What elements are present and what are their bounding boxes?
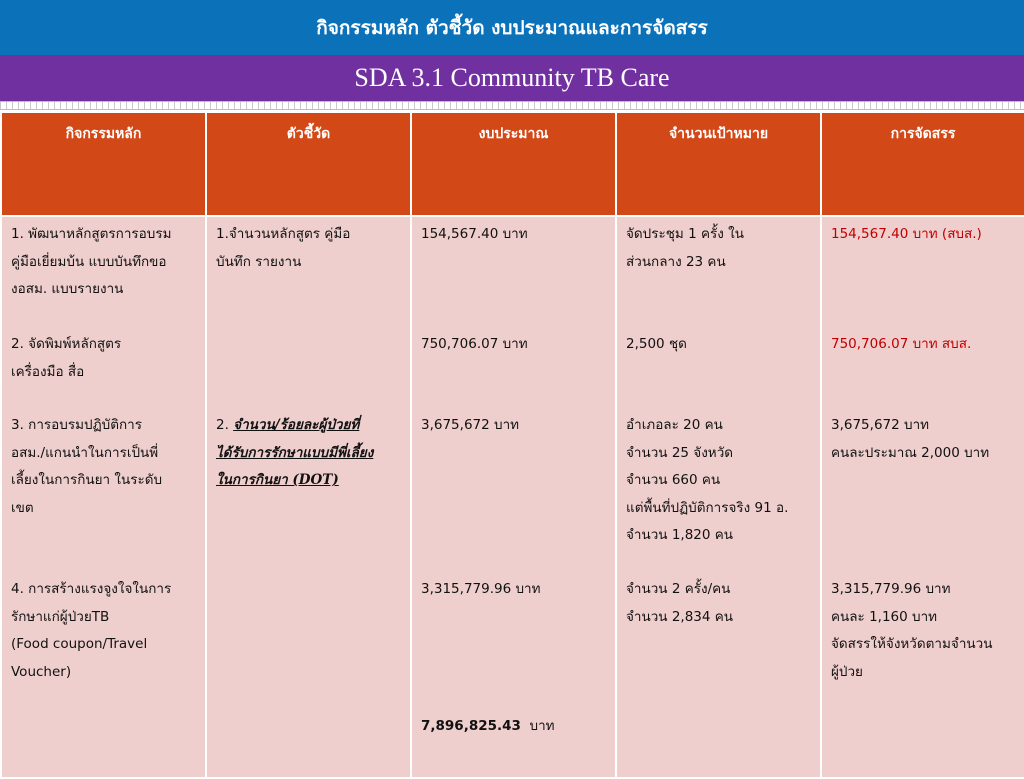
indicators-cell	[206, 216, 411, 778]
sub-title-bar	[0, 55, 1024, 101]
activity-2	[11, 331, 199, 386]
budget-total	[421, 713, 609, 741]
sub-title: SDA 3.1 Community TB Care	[354, 63, 670, 92]
allocation-4-line: ผู้ป่วย	[831, 663, 863, 680]
activity-1	[11, 221, 199, 304]
indicator-2-line: ในการกินยา (DOT)	[216, 472, 339, 488]
main-title-bar	[0, 0, 1024, 55]
activities-cell	[1, 216, 206, 778]
target-2-line: 2,500 ชุด	[626, 336, 687, 352]
column-header: งบประมาณ	[411, 112, 616, 216]
activity-3-line: อสม./แกนนำในการเป็นพี่	[11, 444, 159, 461]
budget-1: 154,567.40 บาท	[421, 226, 528, 242]
target-4-line: จำนวน 2,834 คน	[626, 608, 734, 625]
column-header: กิจกรรมหลัก	[1, 112, 206, 216]
activity-3-line: 3. การอบรมปฏิบัติการ	[11, 417, 142, 433]
budget-cell	[411, 216, 616, 778]
activity-2-line: 2. จัดพิมพ์หลักสูตร	[11, 336, 122, 352]
main-title: กิจกรรมหลัก ตัวชี้วัด งบประมาณและการจัดสรร	[316, 16, 708, 39]
activity-4-line: Voucher)	[11, 663, 72, 680]
activity-1-line: 1. พัฒนาหลักสูตรการอบรม	[11, 226, 172, 242]
budget-3: 3,675,672 บาท	[421, 417, 520, 433]
activity-3-line: เลี้ยงในการกินยา ในระดับ	[11, 472, 163, 488]
column-header: ตัวชี้วัด	[206, 112, 411, 216]
activity-1-line: งอสม. แบบรายงาน	[11, 281, 124, 297]
allocation-cell	[821, 216, 1024, 778]
target-4-line: จำนวน 2 ครั้ง/คน	[626, 581, 731, 597]
target-3-line: แต่พื้นที่ปฏิบัติการจริง 91 อ.	[626, 499, 789, 516]
table-header-row	[1, 112, 1024, 216]
activity-table	[0, 111, 1024, 779]
column-header: จำนวนเป้าหมาย	[616, 112, 821, 216]
allocation-3	[831, 412, 1018, 467]
activity-4-line: รักษาแก่ผู้ป่วยTB	[11, 608, 110, 625]
target-3	[626, 412, 814, 550]
budget-total-amount: 7,896,825.43	[421, 718, 521, 734]
allocation-3-line: คนละประมาณ 2,000 บาท	[831, 444, 990, 461]
target-3-line: จำนวน 25 จังหวัด	[626, 444, 734, 461]
allocation-4-line: 3,315,779.96 บาท	[831, 581, 951, 597]
allocation-3-line: 3,675,672 บาท	[831, 417, 930, 433]
activity-3	[11, 412, 199, 522]
allocation-1	[831, 221, 1018, 249]
indicator-2-number: 2.	[216, 417, 234, 433]
activity-4-line: 4. การสร้างแรงจูงใจในการ	[11, 581, 172, 597]
target-3-line: จำนวน 1,820 คน	[626, 527, 734, 543]
target-1-line: ส่วนกลาง 23 คน	[626, 253, 726, 270]
target-3-line: จำนวน 660 คน	[626, 472, 721, 488]
ruler-divider	[0, 101, 1024, 110]
indicator-1	[216, 221, 404, 276]
allocation-2-line: 750,706.07 บาท สบส.	[831, 336, 972, 352]
indicator-2-line: ได้รับการรักษาแบบมีพี่เลี้ยง	[216, 444, 374, 461]
target-1	[626, 221, 814, 276]
allocation-4-line: จัดสรรให้จังหวัดตามจำนวน	[831, 636, 993, 652]
column-header: การจัดสรร	[821, 112, 1024, 216]
activity-1-line: คู่มือเยี่ยมบ้น แบบบันทึกขอ	[11, 253, 167, 270]
budget-4: 3,315,779.96 บาท	[421, 581, 541, 597]
target-4	[626, 576, 814, 631]
indicator-2-line	[216, 412, 404, 440]
targets-cell	[616, 216, 821, 778]
allocation-4-line: คนละ 1,160 บาท	[831, 608, 938, 625]
target-3-line: อำเภอละ 20 คน	[626, 417, 723, 433]
allocation-4	[831, 576, 1018, 686]
target-1-line: จัดประชุม 1 ครั้ง ใน	[626, 226, 744, 242]
budget-2: 750,706.07 บาท	[421, 336, 528, 352]
activity-2-line: เครื่องมือ สื่อ	[11, 363, 85, 380]
indicator-1-line: บันทึก รายงาน	[216, 253, 302, 270]
target-2	[626, 331, 814, 359]
activity-4-line: (Food coupon/Travel	[11, 636, 148, 652]
indicator-2	[216, 412, 404, 495]
activity-4	[11, 576, 199, 686]
activity-3-line: เขต	[11, 499, 34, 516]
table-row	[1, 216, 1024, 778]
indicator-2-text: จำนวน/ร้อยละผู้ป่วยที่	[233, 417, 360, 433]
indicator-1-line: 1.จำนวนหลักสูตร คู่มือ	[216, 226, 351, 242]
allocation-1-line: 154,567.40 บาท (สบส.)	[831, 226, 982, 242]
allocation-2	[831, 331, 1018, 359]
budget-total-unit: บาท	[529, 718, 555, 734]
